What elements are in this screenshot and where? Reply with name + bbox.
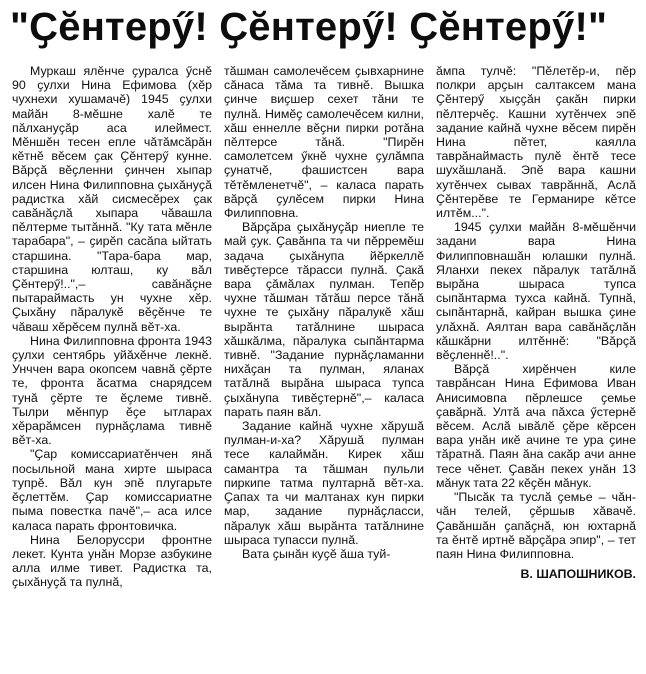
paragraph: Нина Филипповна фронта 1943 ҫулхи сентябрь уйăхĕнче лекнĕ. Унччен вара окопсем чавнă ҫĕрте те, фронта ăсатма снарядсем тунă ҫĕрте те ĕҫлеме тивнĕ. Тылри мĕнпур ĕҫе ытларах хĕрарăмсен пурнăҫлама тивнĕ вĕт-ха.	[12, 333, 212, 448]
paragraph: Нина Белоруссри фронтне лекет. Кунта унăн Морзе азбукине алла илме тивет. Радистка та, ҫыхăнуҫă та пулнă,	[12, 532, 212, 590]
paragraph: Вăрçăра ҫыхăнуҫăр ниепле те май ҫук. Ҫавăнпа та чи пĕрремĕш задача ҫыхăнупа йĕркеллĕ тивĕҫтерсе тăрасси пулнă. Ҫакă вара ҫăмăлах пулман. Тепĕр чухне тăшман тăтăш персе тăнă чухне те ҫыхăну пăралукĕ хăш вырăнта татăлнине шыраса хăшкăлма, пăралука сыпăнтарма тивнĕ. "Задание пурнăҫламанни нихăҫан та пулман, яланах татăлнă вырăна шыраса тупса ҫыхăнупа тивĕҫтернĕ",– каласа парать паян вăл.	[224, 220, 424, 419]
paragraph: Задание кайнă чухне хăрушă пулман-и-ха? Хăрушă пулман тесе калаймăн. Кирек хăш самантра та тăшман пульли пиркипе татма пултарнă вĕт-ха. Ҫапах та чи малтанах кун пирки мар, задание пурнăҫласси, пăралук хăш вырăнта татăлнине шыраса тупасси пулнă.	[224, 419, 424, 547]
paragraph: "Пысăк та туслă ҫемье – чăн-чăн телей, ҫĕршыв хăвачĕ. Ҫавăншăн ҫапăҫнă, юн юхтарнă та ĕнтĕ иртнĕ вăрçăра эпир", – тет паян Нина Филипповна.	[436, 490, 636, 561]
paragraph-continued: ăмпа тулчĕ: "Пĕлетĕр-и, пĕр полкри арҫын салтаксем мана Ҫĕнтерӳ хыҫҫăн ҫакăн пирки пĕлтерчĕҫ. Кашни хутĕнчех эпĕ задание кайнă чухне вĕсем пирĕн Нина пĕтет, каялла таврăнаймасть пулĕ ĕнтĕ тесе шухăшланă. Эпĕ вара кашни хутĕнчех сывах таврăннă, Аслă Ҫĕнтерĕве те Германире кĕтсе илтĕм...".	[436, 64, 636, 221]
article-headline: "Ҫĕнтерӳ! Ҫĕнтерӳ! Ҫĕнтерӳ!"	[10, 5, 608, 49]
paragraph: Муркаш ялĕнче ҫуралса ӳснĕ 90 ҫулхи Нина Ефимова (хĕр чухнехи хушамачĕ) 1945 ҫулхи майăн 8-мĕшне халĕ те пăлхануҫăр аса илеймест. Мĕншĕн тесен епле чăтăмсăрăн кĕтнĕ вĕсем ҫак Ҫĕнтерӳ кунне. Вăрçă вĕҫленни ҫинчен хыпар илсен Нина Филипповна ҫыхăнуҫă радистка хăй сисмесĕрех ҫак савăнăҫлă хыпара чăвашла пĕлтерме тытăннă. "Ку тата мĕнле тарабара", – ҫирĕп сасăпа ыйтать старшина. "Тара-бара мар, старшина юлташ, ку вăл Ҫĕнтерӳ!..",– савăнăҫне пытараймасть ун чухне хĕр. Ҫыхăну пăралукĕ вĕҫĕнче те чăваш хĕрĕсем пулнă вĕт-ха.	[12, 64, 212, 334]
paragraph: Вата ҫынăн куҫĕ ăша туй-	[242, 546, 391, 561]
article-column-3	[436, 64, 636, 668]
paragraph: Вăрçă хирĕнчен киле таврăнсан Нина Ефимова Иван Анисимовпа пĕрлешсе ҫемье ҫавăрнă. Ултă ача пăхса ӳстернĕ вĕсем. Аслă ывăлĕ ҫĕре кĕрсен вара унăн икĕ ачине те ура ҫине тăратнă. Паян ăна сакăр ачи анне тесе чĕнет. Ҫавăн пекех унăн 13 мăнук тата 22 кĕҫĕн мăнук.	[436, 362, 636, 490]
article-column-1	[12, 64, 212, 668]
paragraph-continued: тăшман самолечĕсем ҫывхарнине сăнаса тăма та тивнĕ. Вышка ҫинче виҫшер сехет тăни те пулнă. Нимĕҫ самолечĕсем килни, хăш еннелле вĕҫни пирки ротăна пĕлтерсе тăнă. "Пирĕн самолетсем ӳкнĕ чухне ҫулăмпа ҫунатчĕ, фашистсен вара тĕтĕмленетчĕ", – каласа парать вăрçă ҫулĕсем пирки Нина Филипповна.	[224, 64, 424, 221]
paragraph: 1945 ҫулхи майăн 8-мĕшĕнчи задани вара Нина Филипповнашăн юлашки пулнă. Яланхи пекех пăралук татăлнă вырăна шыраса тупса сыпăнтарма тухса кайнă. Тупнă, сыпăнтарнă, кайран вышка ҫине улăхнă. Аялтан вара савăнăҫлăн кăшкăрни илтĕннĕ: "Вăрçă вĕҫленнĕ!..".	[436, 220, 636, 363]
article-body	[12, 64, 636, 668]
author-signature: В. ШАПОШНИКОВ.	[520, 567, 636, 582]
paragraph: "Ҫар комиссариатĕнчен янă посыльной мана хирте шыраса тупрĕ. Вăл кун эпĕ плугарьте ĕҫлеттĕм. Ҫар комиссариатне пыма повестка пачĕ",– аса илсе каласа парать фронтовичка.	[12, 447, 212, 533]
article-column-2	[224, 64, 424, 668]
